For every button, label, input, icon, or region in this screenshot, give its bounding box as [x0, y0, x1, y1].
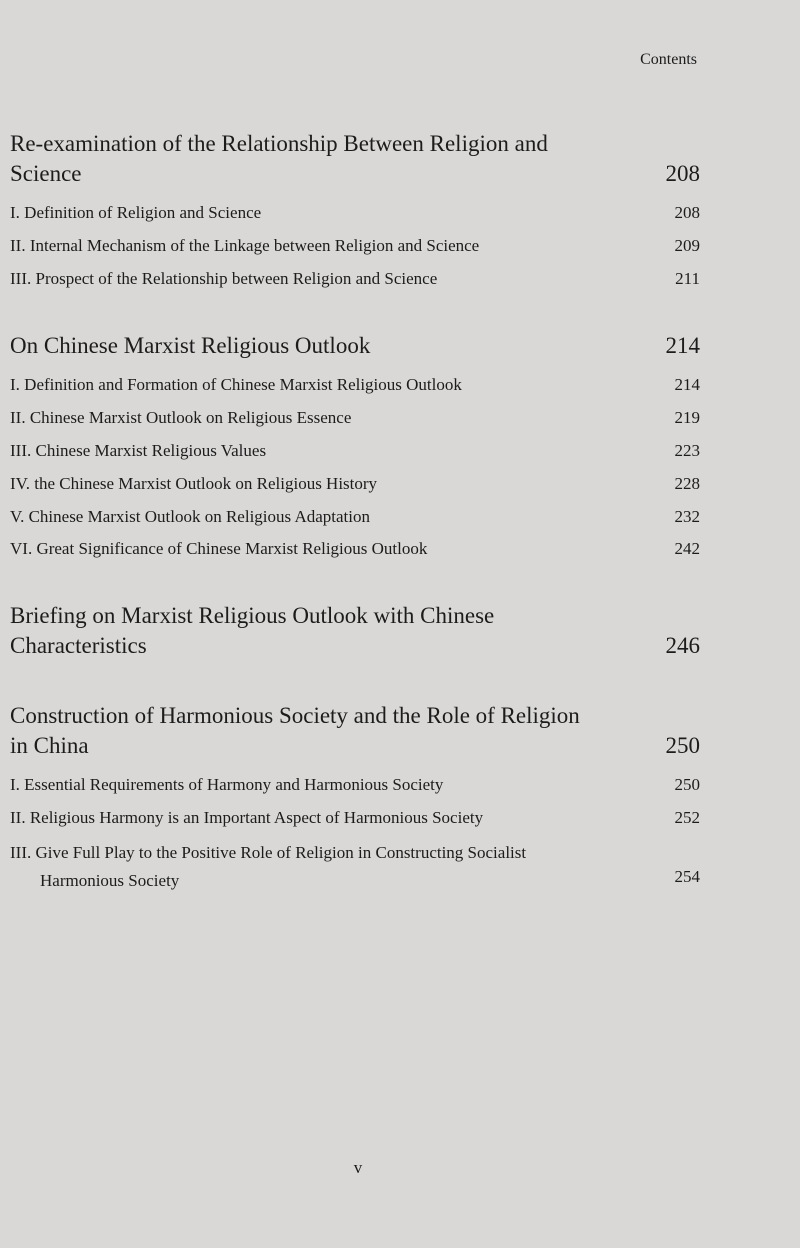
- toc-subentry: V. Chinese Marxist Outlook on Religious Adaptation: [10, 507, 370, 526]
- toc-subentry-page: 228: [674, 474, 700, 493]
- toc-entry-title: On Chinese Marxist Religious Outlook: [10, 333, 371, 358]
- toc-subentry: VI. Great Significance of Chinese Marxist Religious Outlook: [10, 539, 428, 558]
- toc-subentry-page: 211: [675, 269, 700, 288]
- toc-entry-title: Construction of Harmonious Society and the Role of Religion in China: [10, 703, 580, 758]
- toc-subentry: I. Essential Requirements of Harmony and Harmonious Society: [10, 775, 444, 794]
- running-header: Contents: [640, 51, 697, 68]
- toc-subentry: I. Definition of Religion and Science: [10, 203, 262, 222]
- toc-subentry: III. Chinese Marxist Religious Values: [10, 441, 267, 460]
- toc-subentry: II. Chinese Marxist Outlook on Religious Essence: [10, 408, 352, 427]
- toc-subentry-page: 250: [674, 775, 700, 794]
- toc-entry-page: 250: [665, 733, 700, 758]
- toc-subentry: II. Religious Harmony is an Important Aspect of Harmonious Society: [10, 808, 484, 827]
- toc-subentry-page: 214: [674, 375, 700, 394]
- toc-subentry: III. Give Full Play to the Positive Role of Religion in Constructing Socialist Harmonious Society: [10, 843, 527, 890]
- page-folio: v: [353, 1158, 363, 1177]
- toc-subentry: I. Definition and Formation of Chinese Marxist Religious Outlook: [10, 375, 462, 394]
- toc-entry-page: 246: [665, 633, 700, 658]
- toc-subentry-page: 219: [674, 408, 700, 427]
- toc-subentry-page: 252: [674, 808, 700, 827]
- toc-entry-title: Re-examination of the Relationship Between Religion and Science: [10, 131, 548, 186]
- toc-entry-title: Briefing on Marxist Religious Outlook with Chinese Characteristics: [10, 603, 495, 658]
- toc-subentry: III. Prospect of the Relationship between Religion and Science: [10, 269, 438, 288]
- toc-subentry-page: 208: [674, 203, 700, 222]
- toc-subentry-page: 209: [674, 236, 700, 255]
- toc-subentry-page: 232: [674, 507, 700, 526]
- toc-subentry-page: 254: [674, 867, 700, 886]
- toc-subentry: II. Internal Mechanism of the Linkage between Religion and Science: [10, 236, 480, 255]
- toc-subentry-page: 223: [674, 441, 700, 460]
- toc-entry-page: 214: [665, 333, 700, 358]
- toc-subentry-page: 242: [674, 539, 700, 558]
- toc-subentry: IV. the Chinese Marxist Outlook on Religious History: [10, 474, 378, 493]
- toc-entry-page: 208: [665, 161, 700, 186]
